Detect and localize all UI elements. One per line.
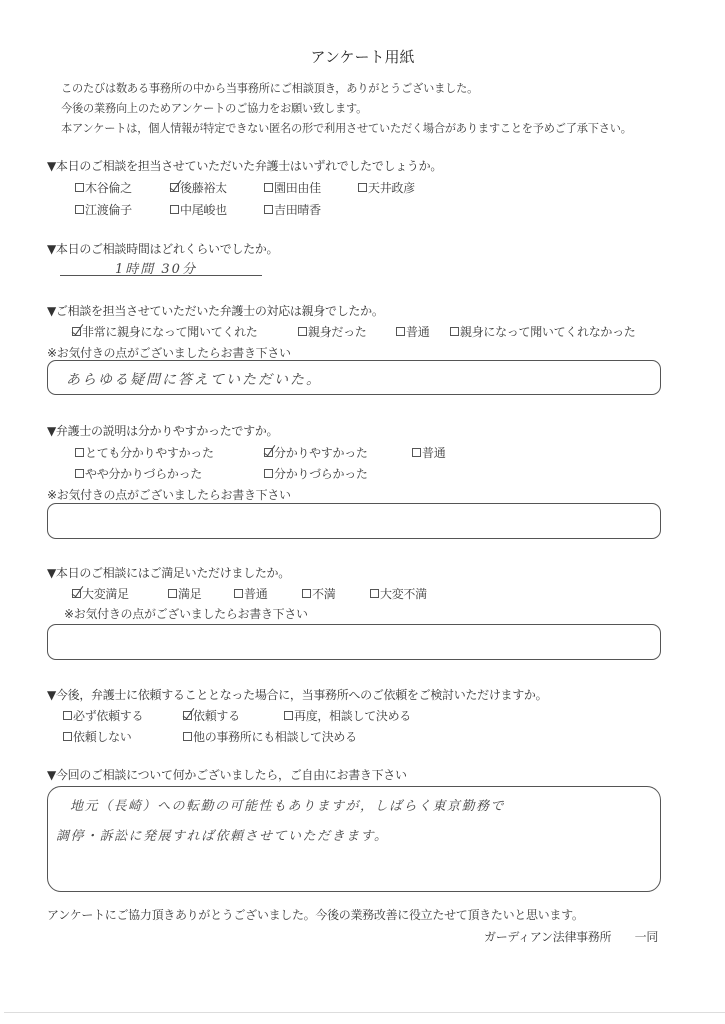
checkbox-icon[interactable]	[170, 205, 179, 214]
checkbox-icon[interactable]	[75, 469, 84, 478]
intro-line-1: このたびは数ある事務所の中から当事務所にご相談頂き，ありがとうございました。	[61, 82, 479, 95]
q5-option-4[interactable]: 不満	[302, 585, 335, 602]
checkbox-icon[interactable]	[264, 469, 273, 478]
q7-comment-box[interactable]	[47, 786, 661, 892]
q6-option-2[interactable]: 依頼する	[183, 707, 240, 724]
checkbox-icon[interactable]	[412, 448, 421, 457]
checkbox-icon[interactable]	[168, 589, 177, 598]
page-title: アンケート用紙	[310, 48, 415, 66]
q5-question: ▼本日のご相談にはご満足いただけましたか。	[47, 566, 290, 580]
q3-option-4[interactable]: 親身になって聞いてくれなかった	[450, 323, 636, 340]
q4-option-2[interactable]: 分かりやすかった	[264, 444, 368, 461]
checkbox-checked-icon[interactable]	[72, 327, 81, 336]
q3-option-3[interactable]: 普通	[396, 323, 429, 340]
q5-option-5[interactable]: 大変不満	[370, 585, 427, 602]
checkbox-icon[interactable]	[370, 589, 379, 598]
checkbox-icon[interactable]	[264, 183, 273, 192]
checkbox-checked-icon[interactable]	[72, 589, 81, 598]
q1-option-7[interactable]: 吉田晴香	[264, 201, 321, 218]
q3-option-2[interactable]: 親身だった	[298, 323, 367, 340]
q6-option-1[interactable]: 必ず依頼する	[63, 707, 143, 724]
page-bottom-edge	[4, 1012, 725, 1013]
q6-option-3[interactable]: 再度，相談して決める	[284, 707, 411, 724]
checkbox-icon[interactable]	[264, 205, 273, 214]
checkbox-icon[interactable]	[234, 589, 243, 598]
q7-question: ▼今回のご相談について何かございましたら，ご自由にお書き下さい	[47, 768, 407, 782]
q3-comment-box[interactable]	[47, 360, 661, 395]
q5-option-2[interactable]: 満足	[168, 585, 201, 602]
footer-thanks: アンケートにご協力頂きありがとうございました。今後の業務改善に役立たせて頂きたいと思います。	[47, 908, 584, 922]
q1-option-2[interactable]: 後藤裕太	[170, 179, 227, 196]
q1-option-6[interactable]: 中尾峻也	[170, 201, 227, 218]
q5-note: ※お気付きの点がございましたらお書き下さい	[64, 607, 308, 621]
q4-option-4[interactable]: やや分かりづらかった	[75, 465, 202, 482]
footer-signature: ガーディアン法律事務所 一同	[484, 930, 659, 944]
checkbox-icon[interactable]	[358, 183, 367, 192]
q3-comment: あらゆる疑問に答えていただいた。	[66, 372, 322, 388]
q1-option-3[interactable]: 園田由佳	[264, 179, 321, 196]
intro-line-2: 今後の業務向上のためアンケートのご協力をお願い致します。	[61, 102, 368, 115]
q4-note: ※お気付きの点がございましたらお書き下さい	[47, 488, 291, 502]
q2-answer[interactable]: 1時間 30分	[115, 262, 197, 277]
checkbox-icon[interactable]	[75, 205, 84, 214]
q6-option-5[interactable]: 他の事務所にも相談して決める	[183, 728, 357, 745]
checkbox-checked-icon[interactable]	[264, 448, 273, 457]
q1-option-5[interactable]: 江渡倫子	[75, 201, 132, 218]
q4-option-5[interactable]: 分かりづらかった	[264, 465, 368, 482]
q6-question: ▼今後，弁護士に依頼することとなった場合に，当事務所へのご依頼をご検討いただけますか。	[47, 688, 548, 702]
q1-option-1[interactable]: 木谷倫之	[75, 179, 132, 196]
q5-option-3[interactable]: 普通	[234, 585, 267, 602]
q3-note: ※お気付きの点がございましたらお書き下さい	[47, 346, 291, 360]
q4-option-1[interactable]: とても分かりやすかった	[75, 444, 214, 461]
q2-question: ▼本日のご相談時間はどれくらいでしたか。	[47, 242, 279, 256]
q7-comment-line-1: 地元（長崎）への転勤の可能性もありますが，しばらく東京勤務で	[70, 799, 506, 814]
checkbox-icon[interactable]	[284, 711, 293, 720]
q5-option-1[interactable]: 大変満足	[72, 585, 129, 602]
checkbox-icon[interactable]	[75, 448, 84, 457]
checkbox-icon[interactable]	[63, 732, 72, 741]
checkbox-icon[interactable]	[75, 183, 84, 192]
checkbox-icon[interactable]	[396, 327, 405, 336]
q4-question: ▼弁護士の説明は分かりやすかったですか。	[47, 424, 279, 438]
q4-comment-box[interactable]	[47, 503, 661, 539]
checkbox-icon[interactable]	[183, 732, 192, 741]
q1-question: ▼本日のご相談を担当させていただいた弁護士はいずれでしたでしょうか。	[47, 159, 443, 173]
q4-option-3[interactable]: 普通	[412, 444, 445, 461]
q5-comment-box[interactable]	[47, 624, 661, 660]
q3-option-1[interactable]: 非常に親身になって聞いてくれた	[72, 323, 258, 340]
checkbox-icon[interactable]	[298, 327, 307, 336]
intro-line-3: 本アンケートは，個人情報が特定できない匿名の形で利用させていただく場合がありますことを予めご了承下さい。	[61, 122, 632, 135]
checkbox-checked-icon[interactable]	[170, 183, 179, 192]
checkbox-icon[interactable]	[302, 589, 311, 598]
q1-option-4[interactable]: 天井政彦	[358, 179, 415, 196]
checkbox-checked-icon[interactable]	[183, 711, 192, 720]
checkbox-icon[interactable]	[63, 711, 72, 720]
q6-option-4[interactable]: 依頼しない	[63, 728, 132, 745]
q7-comment-line-2: 調停・訴訟に発展すれば依頼させていただきます。	[56, 829, 389, 844]
checkbox-icon[interactable]	[450, 327, 459, 336]
q3-question: ▼ご相談を担当させていただいた弁護士の対応は親身でしたか。	[47, 304, 384, 318]
